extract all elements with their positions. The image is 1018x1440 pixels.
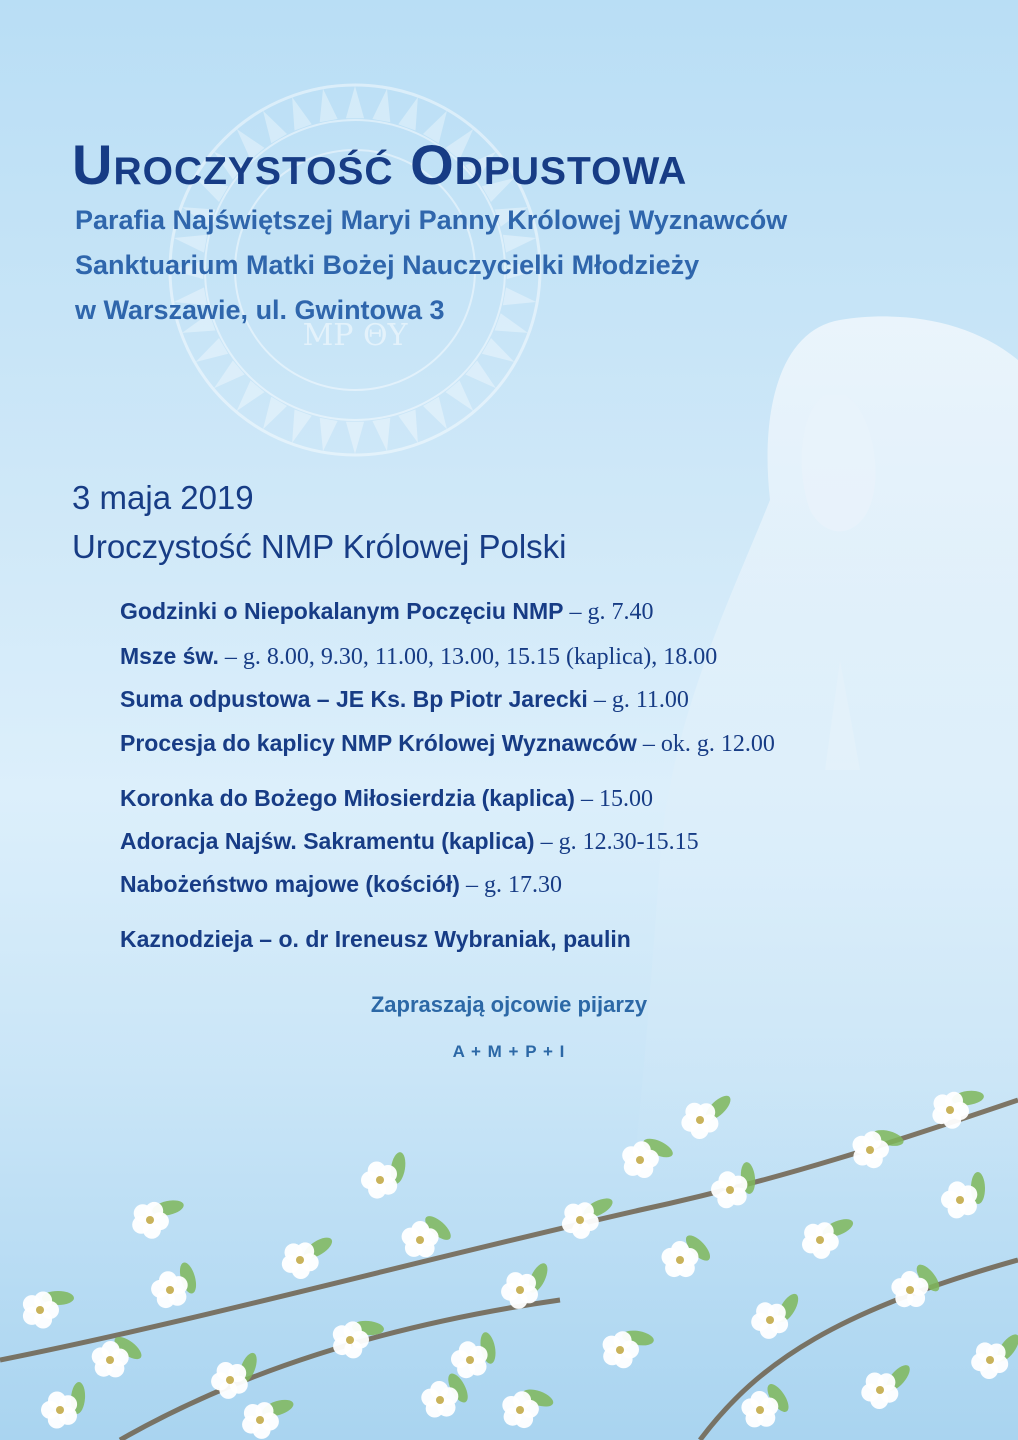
blossom <box>751 1302 788 1339</box>
emblem-ray <box>237 380 265 411</box>
blossom <box>451 1341 488 1378</box>
schedule-label: Procesja do kaplicy NMP Królowej Wyznawców <box>120 730 637 756</box>
motto-text: A + M + P + I <box>452 1042 566 1061</box>
emblem-ray <box>398 410 418 443</box>
emblem-ray <box>398 97 418 130</box>
schedule-item <box>120 598 653 626</box>
subtitle-line: Sanktuarium Matki Bożej Nauczycielki Młodzieży <box>75 250 700 280</box>
blossom <box>861 1373 898 1410</box>
emblem-ray <box>346 422 364 454</box>
schedule-detail: – g. 8.00, 9.30, 11.00, 13.00, 15.15 (kaplica), 18.00 <box>218 644 718 670</box>
schedule-label: Koronka do Bożego Miłosierdzia (kaplica) <box>120 785 575 811</box>
blossom <box>361 1162 397 1199</box>
schedule-item <box>120 730 775 758</box>
schedule-detail: – g. 17.30 <box>459 872 562 898</box>
emblem-ray <box>372 418 390 451</box>
event-date: 3 maja 2019 <box>72 479 254 516</box>
schedule-label: Godzinki o Niepokalanym Poczęciu NMP <box>120 598 564 624</box>
schedule-detail: – ok. g. 12.00 <box>636 731 775 757</box>
blossom-branches-image <box>0 1060 1018 1440</box>
event-feast: Uroczystość NMP Królowej Polski <box>72 528 567 565</box>
schedule-label: Suma odpustowa – JE Ks. Bp Piotr Jarecki <box>120 686 588 712</box>
subtitle-line: Parafia Najświętszej Maryi Panny Królowej Wyznawców <box>75 205 788 235</box>
schedule-label: Nabożeństwo majowe (kościół) <box>120 871 460 897</box>
schedule-label: Kaznodzieja – o. dr Ireneusz Wybraniak, paulin <box>120 926 631 952</box>
emblem-ray <box>372 89 390 122</box>
schedule-detail: – 15.00 <box>574 786 653 812</box>
emblem-ray <box>446 380 474 411</box>
emblem-monogram: ΜΡ ΘΥ <box>302 318 408 353</box>
schedule-detail: – g. 7.40 <box>563 599 654 625</box>
schedule-item <box>120 643 717 671</box>
schedule-label: Adoracja Najśw. Sakramentu (kaplica) <box>120 828 535 854</box>
subtitle-line: w Warszawie, ul. Gwintowa 3 <box>75 295 445 325</box>
schedule-detail: – g. 12.30-15.15 <box>534 829 699 855</box>
emblem-ray <box>292 410 312 443</box>
schedule-item <box>120 785 653 813</box>
blossom <box>282 1242 319 1279</box>
emblem-ray <box>320 418 338 451</box>
emblem-ray <box>320 89 338 122</box>
emblem-ray <box>214 361 245 389</box>
blossom <box>941 1181 977 1218</box>
schedule-detail: – g. 11.00 <box>587 687 689 713</box>
schedule-item <box>120 926 631 954</box>
schedule-item <box>120 686 689 714</box>
blossom <box>971 1342 1008 1379</box>
emblem-ray <box>346 86 364 118</box>
page-title: Uroczystość Odpustowa <box>72 133 688 196</box>
schedule-item <box>120 871 562 899</box>
parish-subtitle <box>75 198 787 333</box>
blossom <box>681 1103 718 1139</box>
emblem-ray <box>292 97 312 130</box>
schedule-item <box>120 828 699 856</box>
blossom <box>711 1171 747 1208</box>
invitation-text: Zapraszają ojcowie pijarzy <box>370 992 648 1017</box>
emblem-ray <box>465 361 496 389</box>
schedule-label: Msze św. <box>120 643 219 669</box>
blossom <box>41 1392 77 1429</box>
